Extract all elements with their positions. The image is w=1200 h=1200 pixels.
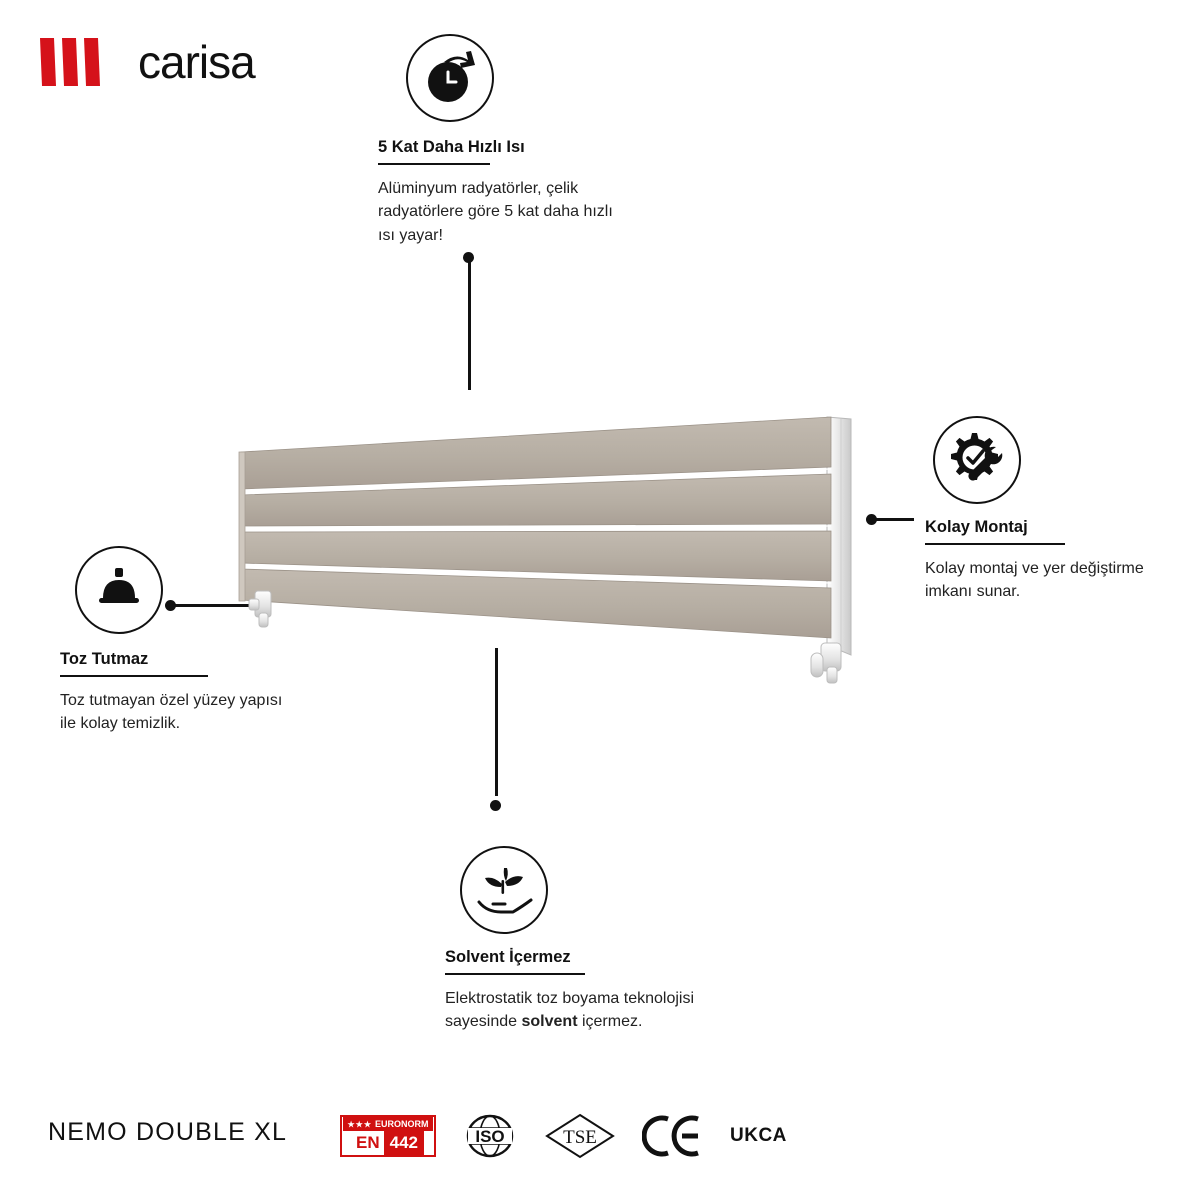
connector-dot [490,800,501,811]
hand-plant-eco-icon [460,846,548,934]
solvent-body-pre: Elektrostatik toz boyama teknolojisi sayesinde [445,990,694,1031]
iso-globe-badge-icon [462,1110,518,1162]
feature-easy-mount [925,416,1175,604]
solvent-body-bold: solvent [521,1013,578,1031]
feature-body: Alüminyum radyatörler, çelik radyatörlere göre 5 kat daha hızlı ısı yayar! [378,180,613,244]
dust-free-surface-icon [75,546,163,634]
connector-dot [463,252,474,263]
svg-text:ISO: ISO [475,1127,505,1146]
ukca-line1: UK [730,1124,759,1146]
title-underline [925,543,1065,546]
svg-text:TSE: TSE [563,1127,597,1148]
en-442-euronorm-badge-icon [340,1115,436,1157]
feature-title: 5 Kat Daha Hızlı Isı [378,138,525,156]
feature-body: Kolay montaj ve yer değiştirme imkanı sunar. [925,560,1144,601]
en-number: 442 [384,1131,424,1155]
title-underline [60,675,208,678]
radiator-valve-right [811,643,841,683]
product-illustration [235,405,865,705]
connector-line [872,518,914,521]
connector-line [468,262,471,390]
ce-mark-icon [642,1114,704,1158]
euronorm-stars: ★★★ [347,1119,372,1129]
feature-title: Kolay Montaj [925,518,1028,536]
gear-wrench-icon [933,416,1021,504]
euronorm-caption: EURONORM [375,1119,429,1130]
connector-dot [866,514,877,525]
fast-heat-clock-icon [406,34,494,122]
connector-dot [165,600,176,611]
feature-title: Solvent İçermez [445,948,571,966]
feature-body: Toz tutmayan özel yüzey yapısı ile kolay temizlik. [60,692,283,733]
brand-logo [38,34,255,90]
certification-row [340,1104,787,1168]
ukca-mark-icon [730,1124,787,1146]
solvent-body-post: içermez. [577,1013,643,1031]
feature-body [445,987,695,1033]
title-underline [378,163,490,166]
carisa-bars-logo-icon [38,34,124,90]
footer-bar [0,1080,1200,1200]
radiator-left-cap [239,452,245,601]
tse-diamond-badge-icon [544,1110,616,1162]
title-underline [445,973,585,976]
en-word: EN [356,1133,380,1153]
feature-title: Toz Tutmaz [60,650,149,668]
ukca-line2: CA [758,1124,787,1146]
product-name: NEMO DOUBLE XL [48,1118,288,1146]
feature-fast-heat [378,34,628,247]
feature-solvent-free [445,846,695,1034]
brand-name: carisa [138,36,255,88]
